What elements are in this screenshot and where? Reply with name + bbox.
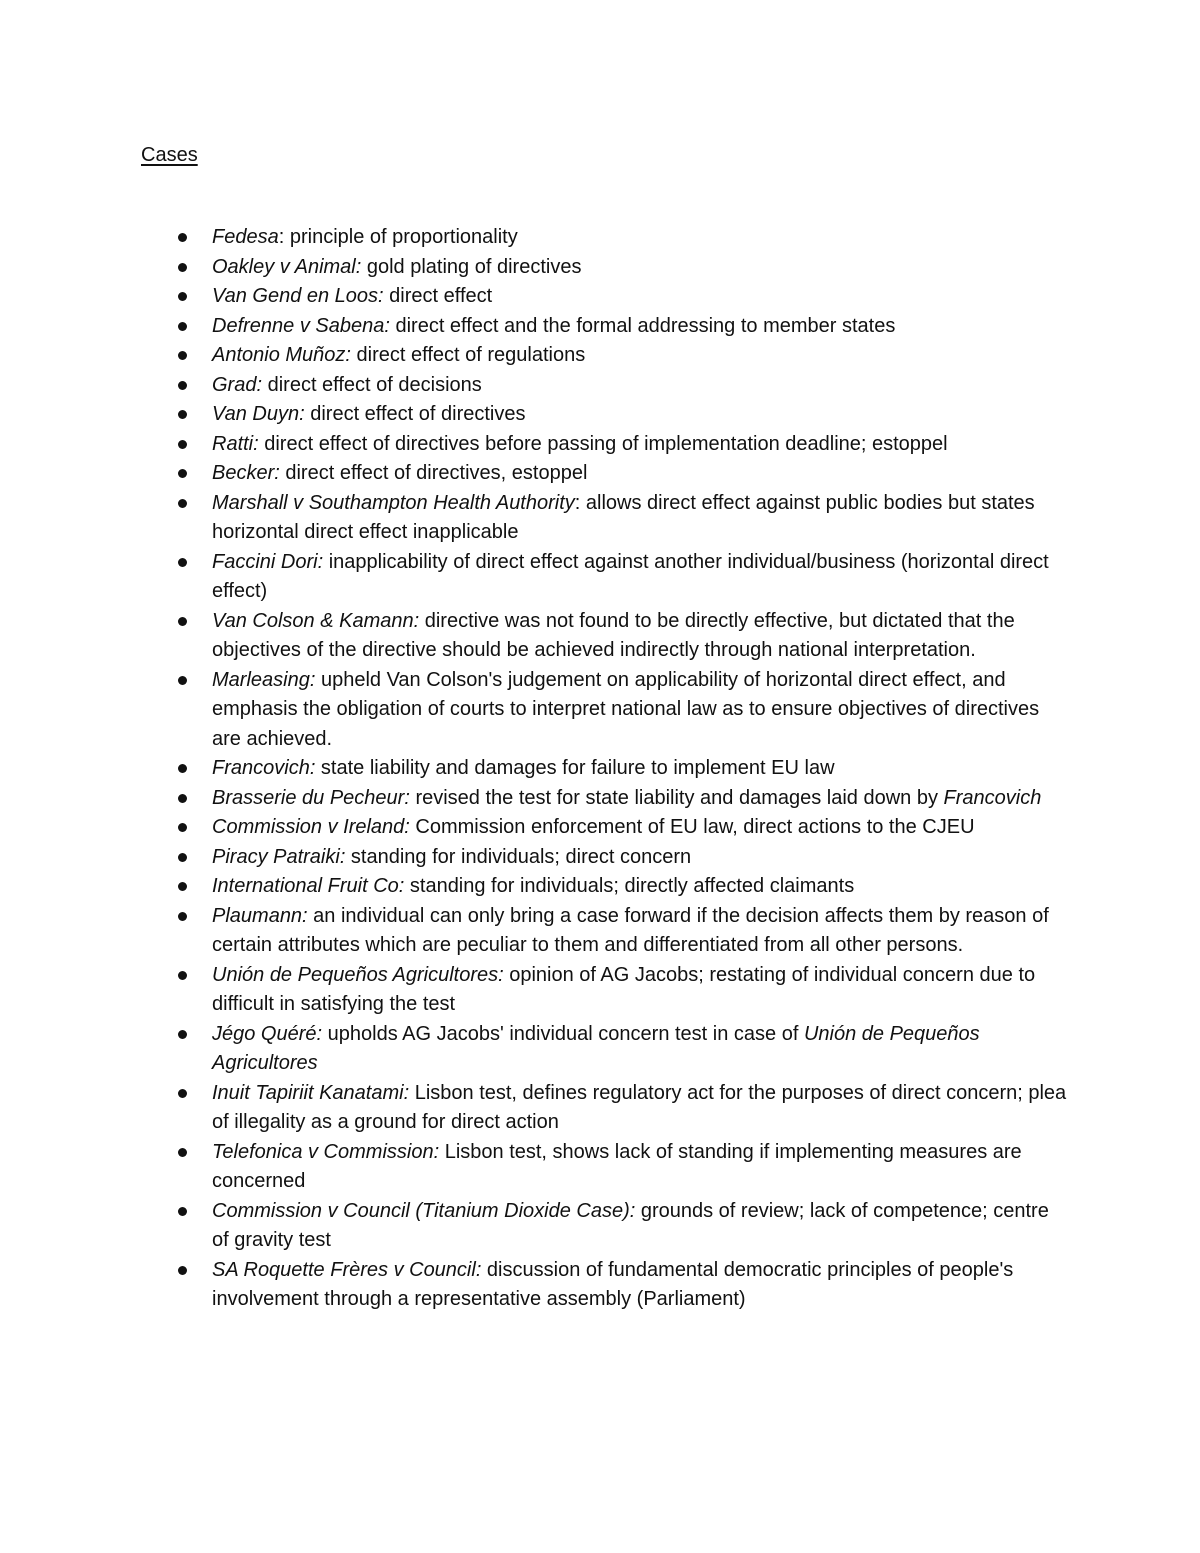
bullet-icon xyxy=(178,351,187,360)
case-name: Marleasing: xyxy=(212,668,316,691)
list-item xyxy=(0,223,1200,253)
bullet-icon xyxy=(178,823,187,832)
list-item xyxy=(0,902,1200,961)
case-name: Fedesa xyxy=(212,226,279,248)
case-description: standing for individuals; direct concern xyxy=(345,845,692,868)
case-name: International Fruit Co: xyxy=(212,875,405,897)
case-list xyxy=(0,223,1200,1315)
list-item xyxy=(0,666,1200,755)
bullet-icon xyxy=(178,676,187,685)
bullet-icon xyxy=(178,381,187,390)
case-description: direct effect of directives xyxy=(304,403,526,425)
case-description: state liability and damages for failure to implement EU law xyxy=(315,757,835,779)
bullet-icon xyxy=(178,233,187,242)
case-name: Grad: xyxy=(212,373,263,396)
bullet-icon xyxy=(178,1207,187,1216)
bullet-icon xyxy=(178,912,187,921)
list-item xyxy=(0,253,1200,283)
bullet-icon xyxy=(178,617,187,626)
list-item xyxy=(0,341,1200,371)
list-item xyxy=(0,843,1200,873)
case-name: Brasserie du Pecheur: xyxy=(212,786,410,809)
list-item xyxy=(0,400,1200,430)
case-name-separator: : xyxy=(278,226,285,248)
case-description: discussion of fundamental democratic principles of people's involvement through a representative assembly (Parliament) xyxy=(212,1258,1014,1310)
bullet-icon xyxy=(178,1089,187,1098)
list-item xyxy=(0,548,1200,607)
case-name: Francovich: xyxy=(212,757,316,779)
list-item xyxy=(0,459,1200,489)
bullet-icon xyxy=(178,292,187,301)
page-title: Cases xyxy=(141,144,198,166)
case-description: inapplicability of direct effect against another individual/business (horizontal direct effect) xyxy=(212,550,1049,602)
case-name: Commission v Council (Titanium Dioxide Case): xyxy=(212,1199,636,1222)
bullet-icon xyxy=(178,322,187,331)
case-description: Commission enforcement of EU law, direct actions to the CJEU xyxy=(409,816,975,838)
bullet-icon xyxy=(178,853,187,862)
list-item xyxy=(0,607,1200,666)
bullet-icon xyxy=(178,764,187,773)
bullet-icon xyxy=(178,971,187,980)
bullet-icon xyxy=(178,440,187,449)
case-description: grounds of review; lack of competence; centre of gravity test xyxy=(212,1199,1049,1251)
case-name: Van Colson & Kamann: xyxy=(212,609,420,632)
case-reference: Francovich xyxy=(943,786,1042,809)
bullet-icon xyxy=(178,558,187,567)
list-item xyxy=(0,1256,1200,1315)
list-item xyxy=(0,813,1200,843)
case-name: Ratti: xyxy=(212,432,259,455)
list-item xyxy=(0,1138,1200,1197)
bullet-icon xyxy=(178,469,187,478)
case-name: SA Roquette Frères v Council: xyxy=(212,1258,482,1281)
case-description: direct effect xyxy=(383,285,493,307)
case-name: Becker: xyxy=(212,462,280,484)
case-name: Commission v Ireland: xyxy=(212,816,410,838)
list-item xyxy=(0,754,1200,784)
case-description: direct effect of regulations xyxy=(350,344,586,366)
list-item xyxy=(0,1020,1200,1079)
case-name: Marshall v Southampton Health Authority xyxy=(212,491,575,514)
case-name: Telefonica v Commission: xyxy=(212,1140,440,1163)
list-item xyxy=(0,282,1200,312)
bullet-icon xyxy=(178,499,187,508)
case-name: Faccini Dori: xyxy=(212,550,324,573)
bullet-icon xyxy=(178,410,187,419)
list-item xyxy=(0,430,1200,460)
case-description: direct effect of directives, estoppel xyxy=(279,462,588,484)
case-description: direct effect of directives before passing of implementation deadline; estoppel xyxy=(258,432,948,455)
case-name: Jégo Quéré: xyxy=(212,1022,323,1045)
case-description: gold plating of directives xyxy=(361,255,582,278)
list-item xyxy=(0,872,1200,902)
list-item xyxy=(0,961,1200,1020)
bullet-icon xyxy=(178,1148,187,1157)
case-name: Unión de Pequeños Agricultores: xyxy=(212,963,504,986)
bullet-icon xyxy=(178,1030,187,1039)
case-description: opinion of AG Jacobs; restating of individual concern due to difficult in satisfying the test xyxy=(212,963,1036,1015)
case-name: Antonio Muñoz: xyxy=(212,344,351,366)
case-name: Plaumann: xyxy=(212,904,308,927)
list-item xyxy=(0,371,1200,401)
case-description: allows direct effect against public bodies but states horizontal direct effect inapplicable xyxy=(212,491,1035,543)
case-description: upheld Van Colson's judgement on applicability of horizontal direct effect, and emphasis the obligation of courts to interpret national law as to ensure objectives of directives are achieved. xyxy=(212,668,1040,750)
list-item xyxy=(0,489,1200,548)
case-name: Defrenne v Sabena: xyxy=(212,314,390,337)
case-description: upholds AG Jacobs' individual concern test in case of xyxy=(322,1022,804,1045)
case-description: direct effect and the formal addressing to member states xyxy=(389,314,896,337)
case-description: an individual can only bring a case forward if the decision affects them by reason of certain attributes which are peculiar to them and differentiated from all other persons. xyxy=(212,904,1049,956)
bullet-icon xyxy=(178,794,187,803)
list-item xyxy=(0,1079,1200,1138)
list-item xyxy=(0,1197,1200,1256)
case-description: direct effect of decisions xyxy=(262,373,482,396)
case-description: revised the test for state liability and damages laid down by xyxy=(409,786,944,809)
case-description: Lisbon test, shows lack of standing if implementing measures are concerned xyxy=(212,1140,1022,1192)
case-reference: Unión de Pequeños Agricultores xyxy=(212,1022,980,1074)
case-name: Piracy Patraiki: xyxy=(212,845,346,868)
case-description: directive was not found to be directly effective, but dictated that the objectives of the directive should be achieved indirectly through national interpretation. xyxy=(212,609,1015,661)
case-name: Van Duyn: xyxy=(212,403,305,425)
case-description: principle of proportionality xyxy=(284,226,518,248)
bullet-icon xyxy=(178,882,187,891)
bullet-icon xyxy=(178,263,187,272)
bullet-icon xyxy=(178,1266,187,1275)
case-name: Van Gend en Loos: xyxy=(212,285,384,307)
case-name: Oakley v Animal: xyxy=(212,255,362,278)
case-name: Inuit Tapiriit Kanatami: xyxy=(212,1081,410,1104)
case-description: standing for individuals; directly affected claimants xyxy=(404,875,855,897)
case-name-separator: : xyxy=(574,491,581,514)
case-description: Lisbon test, defines regulatory act for the purposes of direct concern; plea of illegality as a ground for direct action xyxy=(212,1081,1067,1133)
list-item xyxy=(0,312,1200,342)
list-item xyxy=(0,784,1200,814)
